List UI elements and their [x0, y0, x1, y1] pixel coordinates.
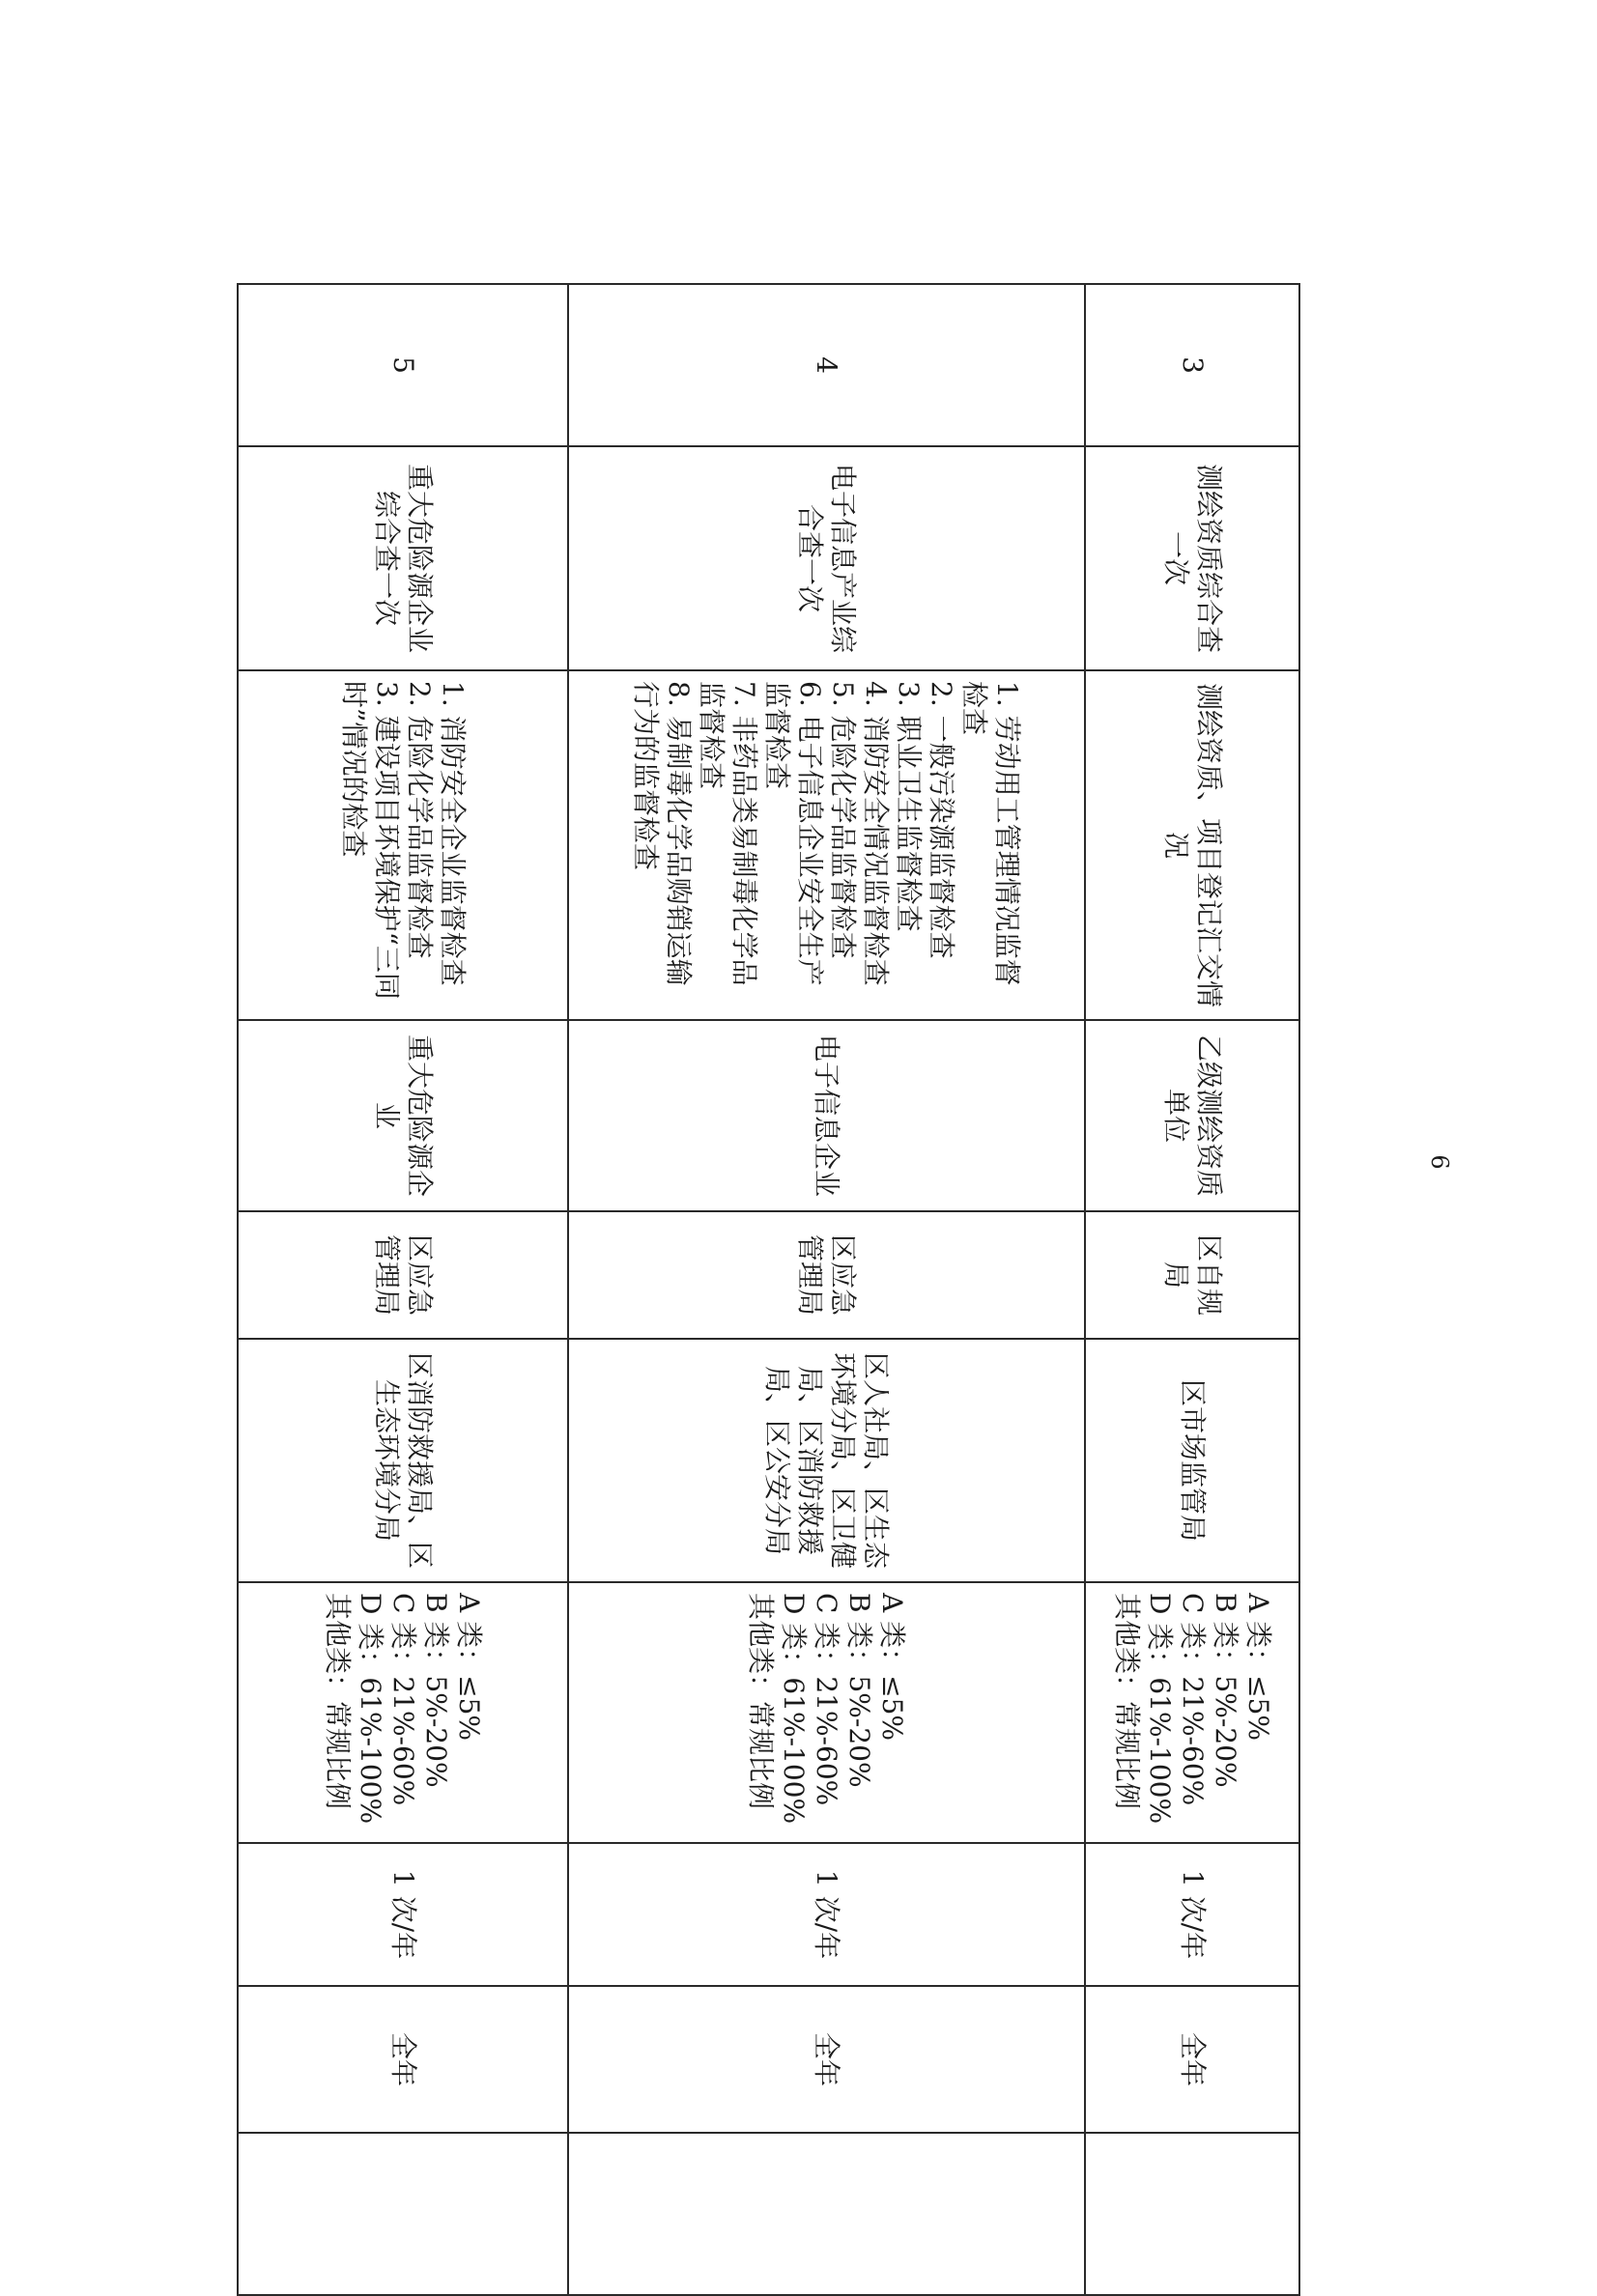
ratio-line: D 类：61%-100% — [355, 1593, 386, 1825]
cell-items — [1085, 670, 1299, 1020]
cell-lead-dept: 区自规局 — [1085, 1211, 1299, 1339]
cell-target: 重大危险源企业 — [238, 1020, 568, 1211]
check-item: 3. 建设项目环境保护“三同时”情况的检查 — [338, 681, 403, 1000]
cell-target: 乙级测绘资质单位 — [1085, 1020, 1299, 1211]
cell-period: 全年 — [238, 1986, 568, 2133]
ratio-line: C 类：21%-60% — [811, 1593, 843, 1806]
check-item: 3. 职业卫生监督检查 — [893, 681, 926, 932]
check-item: 2. 危险化学品监督检查 — [404, 681, 436, 959]
cell-lead-dept: 区应急管理局 — [238, 1211, 568, 1339]
check-item: 1. 劳动用工管理情况监督检查 — [958, 681, 1024, 986]
cell-items — [238, 670, 568, 1020]
cell-ratio — [568, 1582, 1085, 1843]
cell-name: 重大危险源企业综合查一次 — [238, 446, 568, 670]
ratio-line: A 类：≤5% — [876, 1593, 909, 1742]
ratio-line: D 类：61%-100% — [778, 1593, 811, 1825]
cell-joint-depts: 区人社局、区生态环境分局、区卫健局、区消防救援局、区公安分局 — [568, 1339, 1085, 1582]
check-item: 5. 危险化学品监督检查 — [827, 681, 860, 959]
cell-ratio — [1085, 1582, 1299, 1843]
cell-joint-depts: 区消防救援局、区生态环境分局 — [238, 1339, 568, 1582]
cell-note — [238, 2133, 568, 2295]
cell-items — [568, 670, 1085, 1020]
ratio-line: A 类：≤5% — [1242, 1593, 1274, 1742]
check-item: 测绘资质、项目登记汇交情况 — [1160, 682, 1225, 1007]
table-row — [1085, 284, 1299, 2295]
page-number: 6 — [1426, 1154, 1453, 1170]
cell-target: 电子信息企业 — [568, 1020, 1085, 1211]
cell-frequency: 1 次/年 — [238, 1843, 568, 1986]
cell-num: 4 — [568, 284, 1085, 446]
ratio-line: C 类：21%-60% — [387, 1593, 419, 1806]
cell-name: 电子信息产业综合查一次 — [568, 446, 1085, 670]
cell-lead-dept: 区应急管理局 — [568, 1211, 1085, 1339]
table-row — [238, 284, 568, 2295]
ratio-line: B 类：5%-20% — [843, 1593, 876, 1788]
check-item: 6. 电子信息企业安全生产监督检查 — [761, 681, 827, 986]
ratio-line: A 类：≤5% — [453, 1593, 485, 1742]
check-item: 4. 消防安全情况监督检查 — [860, 681, 893, 986]
ratio-line: B 类：5%-20% — [420, 1593, 452, 1788]
cell-frequency: 1 次/年 — [1085, 1843, 1299, 1986]
cell-num: 5 — [238, 284, 568, 446]
check-item: 2. 一般污染源监督检查 — [926, 681, 958, 959]
ratio-line: 其他类：常规比例 — [745, 1593, 778, 1810]
inspection-table-wrapper — [239, 283, 1300, 2126]
ratio-line: D 类：61%-100% — [1144, 1593, 1176, 1825]
cell-period: 全年 — [1085, 1986, 1299, 2133]
cell-joint-depts: 区市场监管局 — [1085, 1339, 1299, 1582]
cell-note — [568, 2133, 1085, 2295]
cell-num: 3 — [1085, 284, 1299, 446]
cell-note — [1085, 2133, 1299, 2295]
cell-ratio — [238, 1582, 568, 1843]
check-item: 8. 易制毒化学品购销运输行为的监督检查 — [630, 681, 696, 986]
cell-frequency: 1 次/年 — [568, 1843, 1085, 1986]
check-item: 1. 消防安全企业监督检查 — [437, 681, 469, 986]
cell-name: 测绘资质综合查一次 — [1085, 446, 1299, 670]
check-item: 7. 非药品类易制毒化学品监督检查 — [696, 681, 761, 986]
ratio-line: C 类：21%-60% — [1177, 1593, 1209, 1806]
cell-period: 全年 — [568, 1986, 1085, 2133]
inspection-table — [237, 283, 1300, 2296]
table-row — [568, 284, 1085, 2295]
ratio-line: B 类：5%-20% — [1210, 1593, 1241, 1788]
ratio-line: 其他类：常规比例 — [1111, 1593, 1143, 1810]
ratio-line: 其他类：常规比例 — [322, 1593, 354, 1810]
